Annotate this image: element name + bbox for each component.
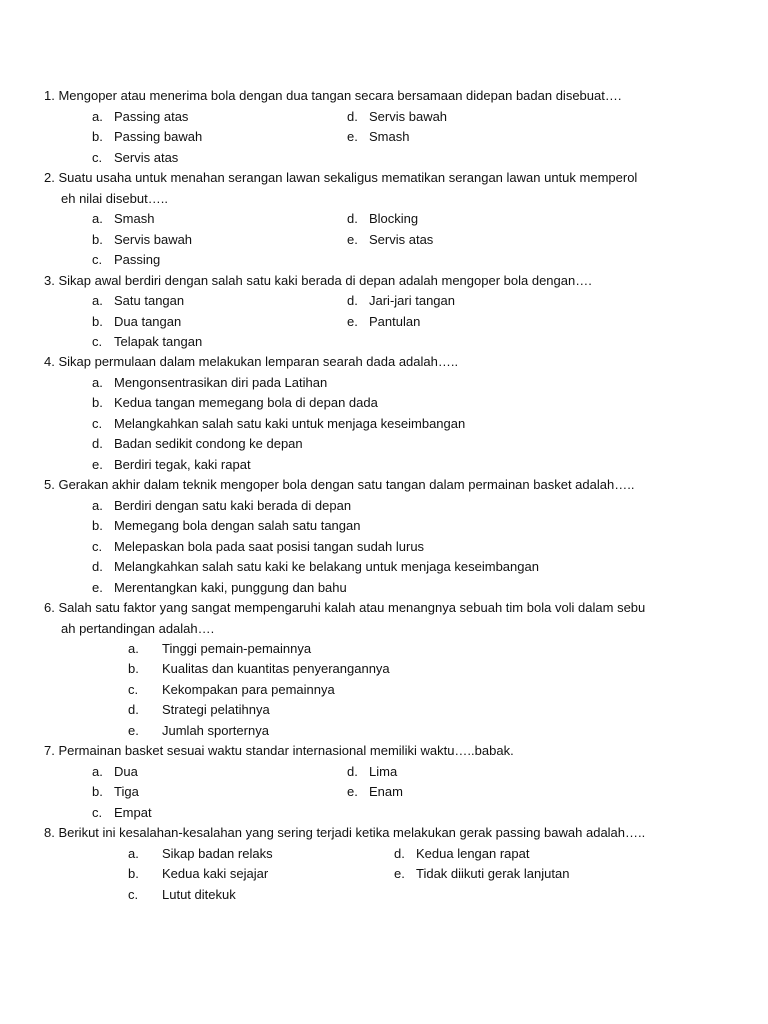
option-text: Berdiri dengan satu kaki berada di depan: [114, 498, 352, 513]
question-6-option-c: [128, 680, 335, 700]
question-8-option-a: [128, 844, 273, 864]
option-text: Blocking: [369, 211, 419, 226]
question-3-option-e: [347, 312, 420, 332]
question-3-option-b: [92, 312, 181, 332]
option-text: Servis atas: [114, 150, 179, 165]
option-letter: d.: [347, 764, 358, 779]
option-text: Lutut ditekuk: [162, 887, 236, 902]
question-2-text: 2. Suatu usaha untuk menahan serangan lawan sekaligus mematikan serangan lawan untuk memperol: [44, 170, 638, 185]
option-letter: d.: [347, 211, 358, 226]
option-letter: a.: [92, 293, 103, 308]
question-1-option-e: [347, 127, 409, 147]
option-text: Jumlah sporternya: [162, 723, 269, 738]
option-letter: a.: [92, 375, 103, 390]
option-letter: b.: [128, 866, 139, 881]
option-text: Dua tangan: [114, 314, 182, 329]
option-letter: b.: [92, 518, 103, 533]
option-text: Merentangkan kaki, punggung dan bahu: [114, 580, 347, 595]
question-2-option-b: [92, 230, 192, 250]
question-2-text-continued: eh nilai disebut…..: [61, 191, 168, 206]
option-text: Smash: [369, 129, 410, 144]
question-6-option-e: [128, 721, 269, 741]
question-7-option-c: [92, 803, 152, 823]
question-5-text: 5. Gerakan akhir dalam teknik mengoper bola dengan satu tangan dalam permainan basket adalah…..: [44, 477, 635, 492]
option-letter: a.: [128, 641, 139, 656]
question-6-option-d: [128, 700, 270, 720]
question-3-option-d: [347, 291, 455, 311]
option-letter: a.: [92, 211, 103, 226]
option-letter: a.: [128, 846, 139, 861]
option-text: Satu tangan: [114, 293, 185, 308]
option-text: Passing bawah: [114, 129, 203, 144]
option-letter: b.: [128, 661, 139, 676]
option-letter: b.: [92, 129, 103, 144]
question-6-text-continued: ah pertandingan adalah….: [61, 621, 215, 636]
option-letter: d.: [394, 846, 405, 861]
question-5-option-d: [92, 557, 539, 577]
option-letter: b.: [92, 314, 103, 329]
question-1-option-a: [92, 107, 188, 127]
option-letter: c.: [92, 252, 103, 267]
question-8-option-c: [128, 885, 236, 905]
option-letter: d.: [92, 559, 103, 574]
option-letter: e.: [347, 232, 358, 247]
question-4-option-a: [92, 373, 327, 393]
question-7-text: 7. Permainan basket sesuai waktu standar internasional memiliki waktu…..babak.: [44, 743, 514, 758]
option-text: Lima: [369, 764, 398, 779]
question-6-text: 6. Salah satu faktor yang sangat mempengaruhi kalah atau menangnya sebuah tim bola voli dalam sebu: [44, 600, 646, 615]
question-7-option-b: [92, 782, 139, 802]
option-text: Tiga: [114, 784, 139, 799]
option-text: Servis bawah: [369, 109, 448, 124]
option-text: Kedua kaki sejajar: [162, 866, 269, 881]
question-1-option-b: [92, 127, 202, 147]
option-letter: a.: [92, 764, 103, 779]
question-5-option-b: [92, 516, 360, 536]
option-letter: e.: [394, 866, 405, 881]
option-text: Passing: [114, 252, 161, 267]
option-letter: c.: [128, 682, 139, 697]
option-text: Melangkahkan salah satu kaki untuk menjaga keseimbangan: [114, 416, 466, 431]
option-text: Kedua lengan rapat: [416, 846, 530, 861]
option-letter: e.: [347, 784, 358, 799]
question-2-option-a: [92, 209, 154, 229]
option-letter: e.: [128, 723, 139, 738]
question-4-option-e: [92, 455, 251, 475]
option-letter: d.: [92, 436, 103, 451]
option-letter: c.: [92, 334, 103, 349]
option-text: Berdiri tegak, kaki rapat: [114, 457, 251, 472]
option-text: Tinggi pemain-pemainnya: [162, 641, 312, 656]
option-text: Melepaskan bola pada saat posisi tangan sudah lurus: [114, 539, 425, 554]
option-text: Passing atas: [114, 109, 189, 124]
question-7-option-a: [92, 762, 138, 782]
option-text: Strategi pelatihnya: [162, 702, 270, 717]
option-letter: d.: [347, 293, 358, 308]
option-letter: e.: [347, 314, 358, 329]
question-1-text: 1. Mengoper atau menerima bola dengan dua tangan secara bersamaan didepan badan disebuat….: [44, 88, 622, 103]
option-text: Badan sedikit condong ke depan: [114, 436, 303, 451]
option-text: Pantulan: [369, 314, 421, 329]
question-6-option-a: [128, 639, 311, 659]
question-6-option-b: [128, 659, 390, 679]
option-text: Melangkahkan salah satu kaki ke belakang untuk menjaga keseimbangan: [114, 559, 539, 574]
question-8-option-b: [128, 864, 268, 884]
question-3-option-a: [92, 291, 184, 311]
question-1-option-d: [347, 107, 447, 127]
question-4-text: 4. Sikap permulaan dalam melakukan lemparan searah dada adalah…..: [44, 354, 459, 369]
question-2-option-d: [347, 209, 418, 229]
option-text: Servis atas: [369, 232, 434, 247]
question-4-option-d: [92, 434, 303, 454]
question-4-option-b: [92, 393, 378, 413]
option-letter: e.: [347, 129, 358, 144]
option-letter: c.: [92, 150, 103, 165]
option-letter: b.: [92, 232, 103, 247]
question-3-option-c: [92, 332, 202, 352]
option-letter: c.: [92, 805, 103, 820]
question-7-option-e: [347, 782, 403, 802]
option-text: Memegang bola dengan salah satu tangan: [114, 518, 361, 533]
option-letter: d.: [347, 109, 358, 124]
question-8-option-e: [394, 864, 569, 884]
option-letter: d.: [128, 702, 139, 717]
option-letter: b.: [92, 784, 103, 799]
option-text: Kedua tangan memegang bola di depan dada: [114, 395, 378, 410]
question-8-option-d: [394, 844, 529, 864]
option-letter: c.: [92, 416, 103, 431]
option-text: Jari-jari tangan: [369, 293, 455, 308]
option-letter: c.: [128, 887, 139, 902]
option-text: Telapak tangan: [114, 334, 203, 349]
option-text: Empat: [114, 805, 152, 820]
option-letter: e.: [92, 457, 103, 472]
question-7-option-d: [347, 762, 397, 782]
question-2-option-e: [347, 230, 433, 250]
option-letter: a.: [92, 109, 103, 124]
option-text: Kualitas dan kuantitas penyerangannya: [162, 661, 390, 676]
option-text: Sikap badan relaks: [162, 846, 273, 861]
option-text: Kekompakan para pemainnya: [162, 682, 335, 697]
question-1-option-c: [92, 148, 178, 168]
option-letter: e.: [92, 580, 103, 595]
option-letter: b.: [92, 395, 103, 410]
question-5-option-c: [92, 537, 424, 557]
option-letter: c.: [92, 539, 103, 554]
option-text: Enam: [369, 784, 403, 799]
option-letter: a.: [92, 498, 103, 513]
question-5-option-a: [92, 496, 351, 516]
question-5-option-e: [92, 578, 347, 598]
question-3-text: 3. Sikap awal berdiri dengan salah satu kaki berada di depan adalah mengoper bola dengan….: [44, 273, 592, 288]
option-text: Servis bawah: [114, 232, 193, 247]
question-4-option-c: [92, 414, 465, 434]
option-text: Smash: [114, 211, 155, 226]
option-text: Tidak diikuti gerak lanjutan: [416, 866, 570, 881]
option-text: Mengonsentrasikan diri pada Latihan: [114, 375, 328, 390]
question-8-text: 8. Berikut ini kesalahan-kesalahan yang sering terjadi ketika melakukan gerak passing bawah adalah…..: [44, 825, 646, 840]
option-text: Dua: [114, 764, 138, 779]
question-2-option-c: [92, 250, 160, 270]
